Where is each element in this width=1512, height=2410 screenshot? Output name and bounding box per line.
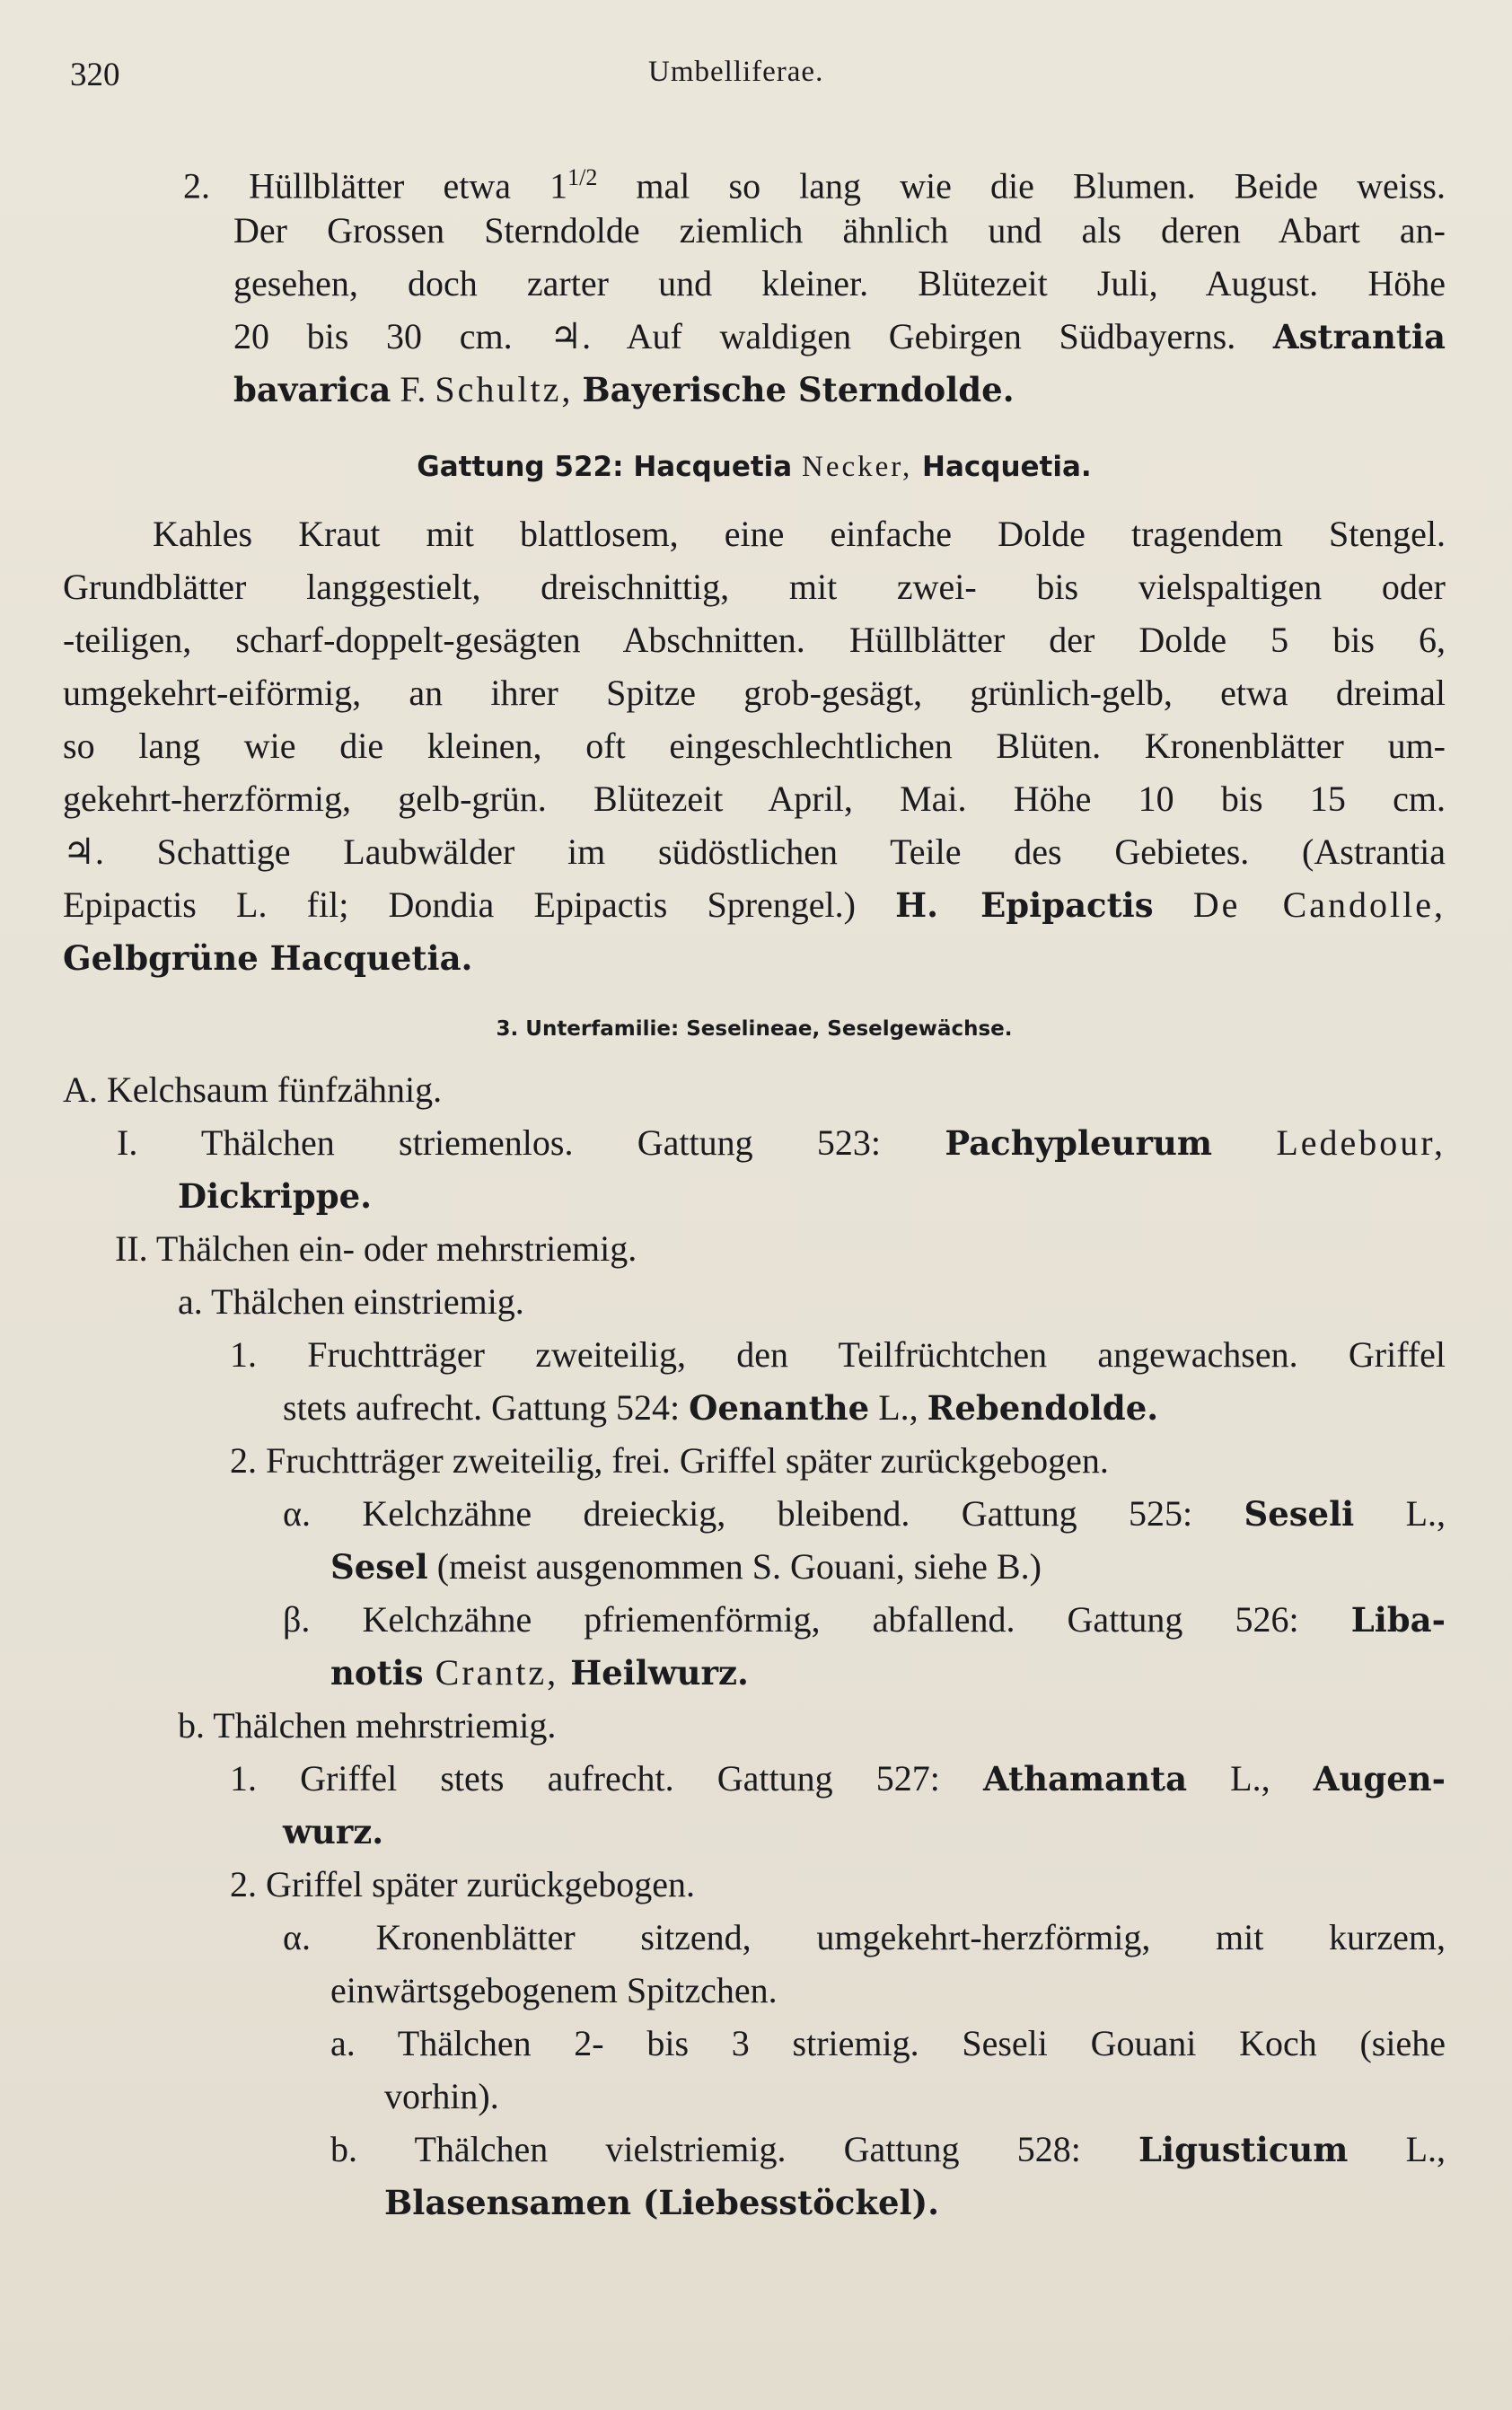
german-name: Dickrippe.	[178, 1176, 373, 1216]
text-line: gekehrt-herzförmig, gelb-grün. Blütezeit April, Mai. Höhe 10 bis 15 cm.	[63, 778, 1446, 819]
key-item-I: I. Thälchen striemenlos. Gattung 523: Pachypleurum Ledebour,	[117, 1122, 1446, 1163]
page-number: 320	[70, 57, 120, 93]
text-line: 2. Hüllblätter etwa $1^{1/2}$ mal so lang wie die Blumen. Beide weiss.	[183, 164, 1446, 207]
text-line: Sesel (meist ausgenommen S. Gouani, siehe B.)	[330, 1546, 1042, 1587]
species-name: bavarica	[233, 370, 391, 409]
genus-name: Pachypleurum	[945, 1123, 1213, 1163]
genus-heading: Gattung 522: Hacquetia Necker, Hacquetia.	[417, 451, 1092, 483]
text-line: stets aufrecht. Gattung 524: Oenanthe L., Rebendolde.	[283, 1387, 1159, 1428]
key-item-a1: 1. Fruchtträger zweiteilig, den Teilfrüchtchen angewachsen. Griffel	[230, 1334, 1446, 1375]
text-line: wurz.	[283, 1812, 384, 1851]
german-name: Rebendolde.	[927, 1388, 1159, 1428]
key-item-b: b. Thälchen mehrstriemig.	[178, 1705, 557, 1746]
text-line: Kahles Kraut mit blattlosem, eine einfache Dolde tragendem Stengel.	[153, 514, 1446, 554]
key-item-b1: 1. Griffel stets aufrecht. Gattung 527: Athamanta L., Augen-	[230, 1758, 1446, 1799]
german-name: Augen-	[1313, 1759, 1446, 1799]
german-name: Gelbgrüne Hacquetia.	[63, 938, 473, 978]
text-line: -teiligen, scharf-doppelt-gesägten Abschnitten. Hüllblätter der Dolde 5 bis 6,	[63, 620, 1446, 660]
text-line: Der Grossen Sterndolde ziemlich ähnlich und als deren Abart an-	[233, 210, 1446, 251]
text-line: so lang wie die kleinen, oft eingeschlechtlichen Blüten. Kronenblätter um-	[63, 726, 1446, 766]
text-line	[63, 1169, 1446, 1222]
text-line: ♃. Schattige Laubwälder im südöstlichen Teile des Gebietes. (Astrantia	[63, 831, 1446, 872]
genus-name: Ligusticum	[1138, 2130, 1349, 2169]
identification-key	[63, 1063, 1446, 2229]
text-line: bavarica F. Schultz, Bayerische Sterndolde.	[233, 369, 1015, 409]
key-item-b2-alpha: α. Kronenblätter sitzend, umgekehrt-herzförmig, mit kurzem,	[283, 1917, 1446, 1957]
running-title: Umbelliferae.	[648, 56, 824, 88]
text-line: 20 bis 30 cm. ♃. Auf waldigen Gebirgen Südbayerns. Astrantia	[233, 316, 1446, 356]
genus-name: Athamanta	[982, 1759, 1188, 1799]
page-header	[0, 56, 1512, 101]
key-item-b2: 2. Griffel später zurückgebogen.	[230, 1864, 695, 1904]
text-line: gesehen, doch zarter und kleiner. Blütezeit Juli, August. Höhe	[233, 263, 1446, 303]
genus-name: Astrantia	[1272, 317, 1446, 356]
key-item-II: II. Thälchen ein- oder mehrstriemig.	[115, 1228, 637, 1269]
key-item-A: A. Kelchsaum fünfzähnig.	[63, 1069, 443, 1110]
key-item-a2: 2. Fruchtträger zweiteilig, frei. Griffel später zurückgebogen.	[230, 1440, 1109, 1481]
text-line: Grundblätter langgestielt, dreischnittig, mit zwei- bis vielspaltigen oder	[63, 567, 1446, 607]
text-line	[63, 931, 1446, 984]
key-item-alpha: α. Kelchzähne dreieckig, bleibend. Gattung 525: Seseli L.,	[283, 1493, 1446, 1534]
text-line: vorhin).	[384, 2076, 499, 2116]
key-item-a: a. Thälchen einstriemig.	[178, 1281, 524, 1322]
text-line: umgekehrt-eiförmig, an ihrer Spitze grob-gesägt, grünlich-gelb, etwa dreimal	[63, 673, 1446, 713]
paragraph-hacquetia	[63, 507, 1446, 984]
author-name: Schultz,	[435, 369, 574, 409]
text-line: Epipactis L. fil; Dondia Epipactis Sprengel.) H. Epipactis De Candolle,	[63, 884, 1446, 925]
page-body	[63, 151, 1446, 2229]
species-name: H. Epipactis	[895, 885, 1154, 925]
paragraph-astrantia-bavarica	[63, 151, 1446, 416]
key-item-b2-b: b. Thälchen vielstriemig. Gattung 528: Ligusticum L.,	[330, 2129, 1446, 2169]
text-line: einwärtsgebogenem Spitzchen.	[330, 1970, 778, 2010]
german-name: Blasensamen (Liebesstöckel).	[384, 2183, 939, 2222]
text-line	[63, 2176, 1446, 2229]
german-name: Heilwurz.	[570, 1653, 749, 1693]
genus-name: Seseli	[1244, 1494, 1355, 1534]
german-name: Bayerische Sterndolde.	[582, 370, 1015, 409]
text-line: notis Crantz, Heilwurz.	[330, 1652, 749, 1693]
subfamily-heading: 3. Unterfamilie: Seselineae, Seselgewächse.	[496, 1017, 1013, 1041]
author-name: De Candolle,	[1192, 884, 1446, 925]
genus-name: Oenanthe	[689, 1388, 870, 1428]
genus-name: Liba-	[1350, 1600, 1446, 1640]
key-item-b2-a: a. Thälchen 2- bis 3 striemig. Seseli Gouani Koch (siehe	[330, 2023, 1446, 2063]
key-item-beta: β. Kelchzähne pfriemenförmig, abfallend. Gattung 526: Liba-	[283, 1599, 1446, 1640]
german-name: Sesel	[330, 1547, 428, 1587]
